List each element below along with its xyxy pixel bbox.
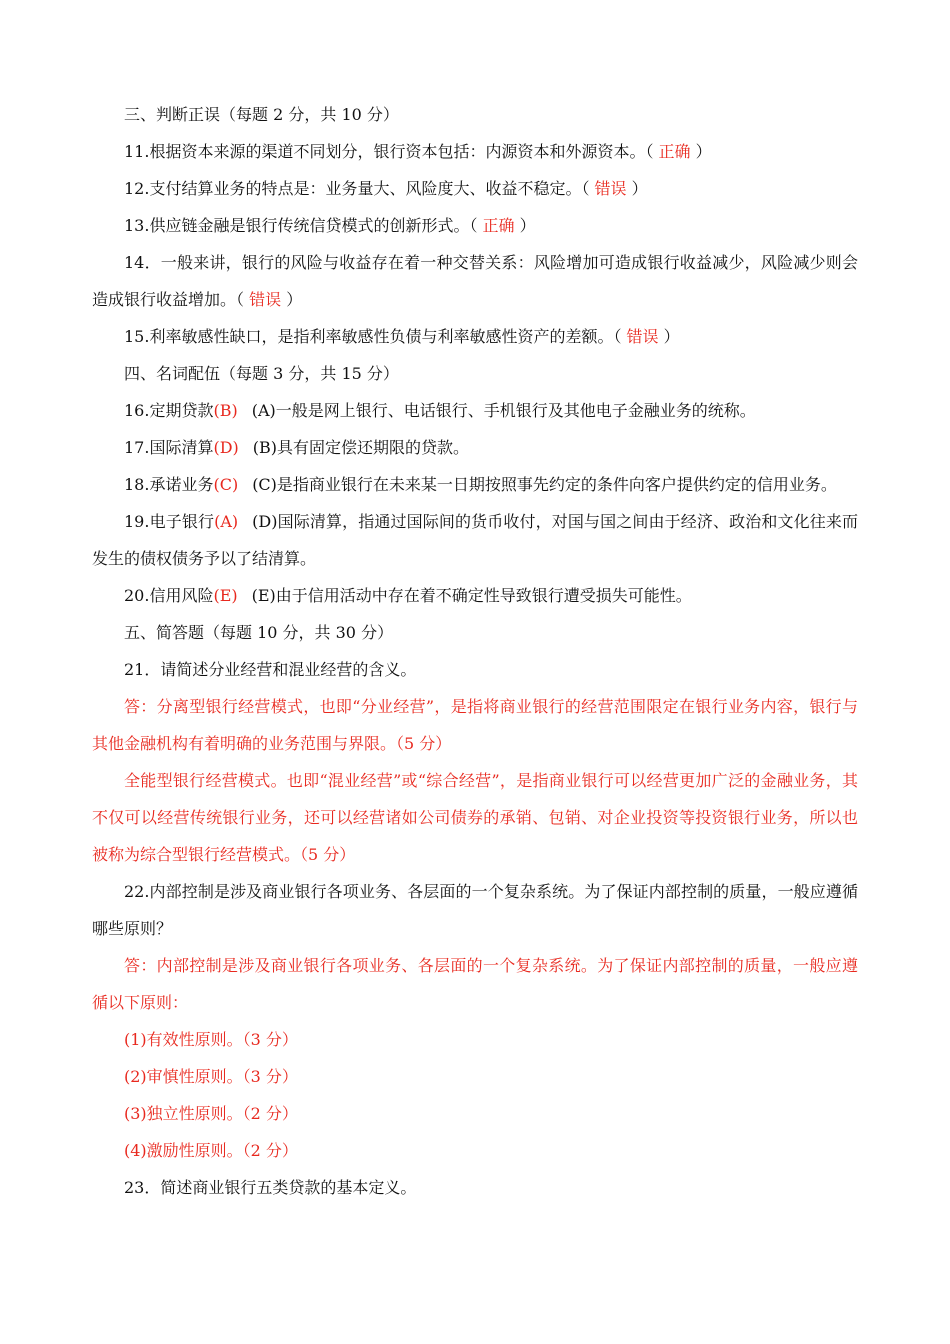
matching-item-20: 20.信用风险(E) (E)由于信用活动中存在着不确定性导致银行遭受损失可能性。	[124, 586, 692, 605]
answer-13: 正确	[482, 216, 515, 235]
question-21: 21．请简述分业经营和混业经营的含义。	[124, 660, 417, 679]
matching-item-18: 18.承诺业务(C) (C)是指商业银行在未来某一日期按照事先约定的条件向客户提供约定的信用业务。	[124, 475, 837, 494]
matching-item-19: 19.电子银行(A) (D)国际清算，指通过国际间的货币收付，对国与国之间由于经济、政治和文化往来而发生的债权债务予以了结清算。	[92, 512, 858, 568]
match-answer-18: (C)	[213, 475, 239, 494]
judgement-item-12: 12.支付结算业务的特点是：业务量大、风险度大、收益不稳定。（ 错误 ）	[124, 179, 648, 198]
judgement-item-11: 11.根据资本来源的渠道不同划分，银行资本包括：内源资本和外源资本。（ 正确 ）	[124, 142, 712, 161]
section-3-title: 三、判断正误（每题 2 分，共 10 分）	[124, 105, 399, 124]
answer-14: 错误	[249, 290, 282, 309]
match-answer-17: (D)	[213, 438, 239, 457]
answer-22-item-1: (1)有效性原则。（3 分）	[124, 1030, 298, 1049]
judgement-item-15: 15.利率敏感性缺口，是指利率敏感性负债与利率敏感性资产的差额。（ 错误 ）	[124, 327, 680, 346]
match-answer-20: (E)	[213, 586, 238, 605]
answer-11: 正确	[658, 142, 691, 161]
answer-21-part-2: 全能型银行经营模式。也即“混业经营”或“综合经营”，是指商业银行可以经营更加广泛的金融业务，其不仅可以经营传统银行业务，还可以经营诸如公司债券的承销、包销、对企业投资等投资银行业务，所以也被称为综合型银行经营模式。（5 分）	[92, 771, 858, 864]
answer-21-part-1: 答：分离型银行经营模式，也即“分业经营”，是指将商业银行的经营范围限定在银行业务内容，银行与其他金融机构有着明确的业务范围与界限。（5 分）	[92, 697, 858, 753]
answer-22-item-3: (3)独立性原则。（2 分）	[124, 1104, 298, 1123]
answer-22-item-4: (4)激励性原则。（2 分）	[124, 1141, 298, 1160]
match-answer-19: (A)	[214, 512, 239, 531]
section-4-title: 四、名词配伍（每题 3 分，共 15 分）	[124, 364, 399, 383]
answer-22-intro: 答：内部控制是涉及商业银行各项业务、各层面的一个复杂系统。为了保证内部控制的质量，一般应遵循以下原则：	[92, 956, 858, 1012]
matching-item-17: 17.国际清算(D) (B)具有固定偿还期限的贷款。	[124, 438, 470, 457]
match-answer-16: (B)	[213, 401, 238, 420]
judgement-item-14: 14．一般来讲，银行的风险与收益存在着一种交替关系：风险增加可造成银行收益减少，风险减少则会造成银行收益增加。（ 错误 ）	[92, 253, 858, 309]
answer-12: 错误	[594, 179, 627, 198]
judgement-item-13: 13.供应链金融是银行传统信贷模式的创新形式。（ 正确 ）	[124, 216, 536, 235]
section-5-title: 五、简答题（每题 10 分，共 30 分）	[124, 623, 394, 642]
question-23: 23．简述商业银行五类贷款的基本定义。	[124, 1178, 417, 1197]
question-22: 22.内部控制是涉及商业银行各项业务、各层面的一个复杂系统。为了保证内部控制的质量，一般应遵循哪些原则？	[92, 882, 858, 938]
matching-item-16: 16.定期贷款(B) (A)一般是网上银行、电话银行、手机银行及其他电子金融业务的统称。	[124, 401, 756, 420]
answer-15: 错误	[626, 327, 659, 346]
answer-22-item-2: (2)审慎性原则。（3 分）	[124, 1067, 298, 1086]
